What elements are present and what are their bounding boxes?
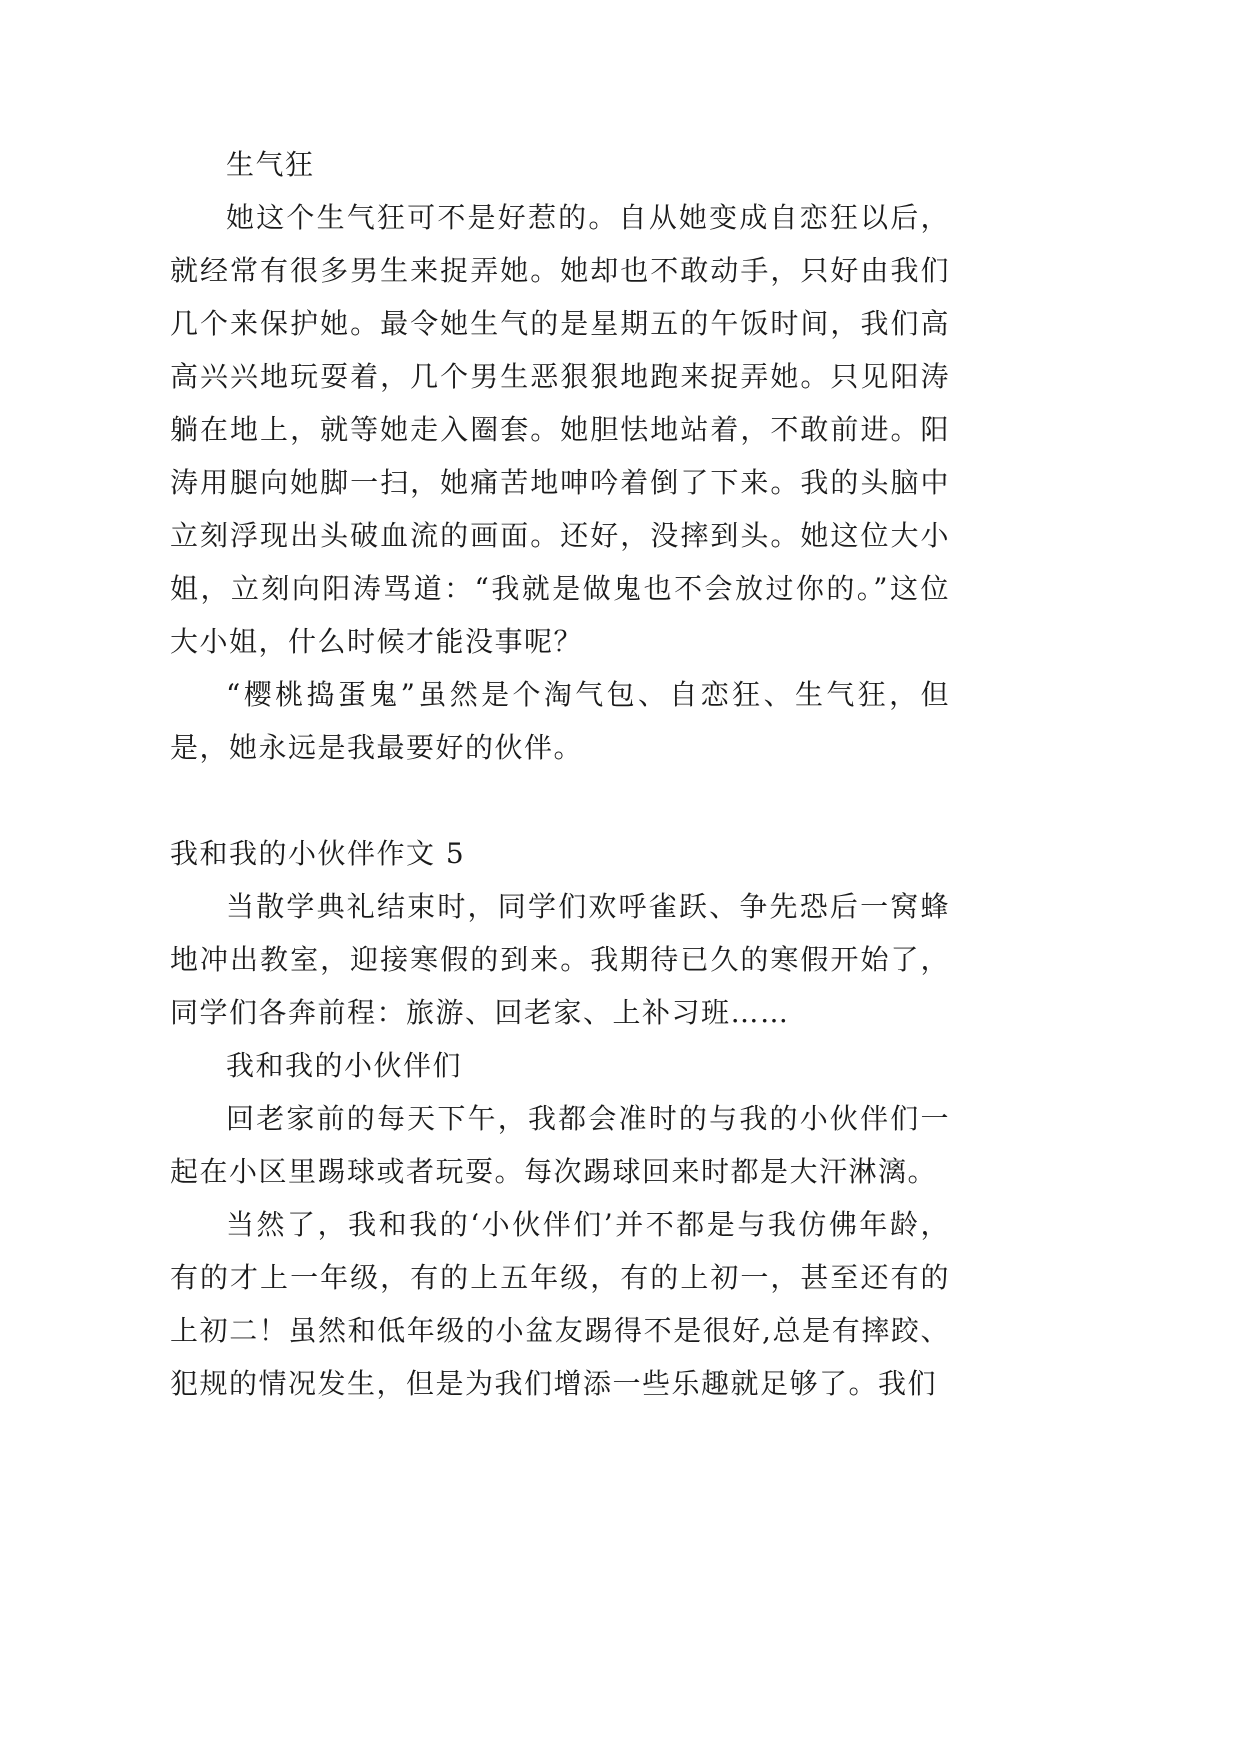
paragraph: “樱桃捣蛋鬼”虽然是个淘气包、自恋狂、生气狂，但是，她永远是我最要好的伙伴。 — [170, 678, 950, 764]
document-body — [170, 138, 950, 1410]
essay-title: 我和我的小伙伴作文 5 — [170, 837, 466, 870]
paragraph: 回老家前的每天下午，我都会准时的与我的小伙伴们一起在小区里踢球或者玩耍。每次踢球回来时都是大汗淋漓。 — [170, 1102, 950, 1188]
paragraph: 她这个生气狂可不是好惹的。自从她变成自恋狂以后，就经常有很多男生来捉弄她。她却也不敢动手，只好由我们几个来保护她。最令她生气的是星期五的午饭时间，我们高高兴兴地玩耍着，几个男生恶狠狠地跑来捉弄她。只见阳涛躺在地上，就等她走入圈套。她胆怯地站着，不敢前进。阳涛用腿向她脚一扫，她痛苦地呻吟着倒了下来。我的头脑中立刻浮现出头破血流的画面。还好，没摔到头。她这位大小姐，立刻向阳涛骂道：“我就是做鬼也不会放过你的。”这位大小姐，什么时候才能没事呢？ — [170, 201, 950, 658]
paragraph: 当然了，我和我的‘小伙伴们’并不都是与我仿佛年龄，有的才上一年级，有的上五年级，有的上初一，甚至还有的上初二！虽然和低年级的小盆友踢得不是很好,总是有摔跤、犯规的情况发生，但是为我们增添一些乐趣就足够了。我们 — [170, 1208, 950, 1400]
subheading-angry: 生气狂 — [226, 148, 315, 181]
subheading-friends: 我和我的小伙伴们 — [226, 1049, 463, 1082]
paragraph-intro: 当散学典礼结束时，同学们欢呼雀跃、争先恐后一窝蜂地冲出教室，迎接寒假的到来。我期待已久的寒假开始了，同学们各奔前程：旅游、回老家、上补习班…… — [170, 890, 950, 1029]
